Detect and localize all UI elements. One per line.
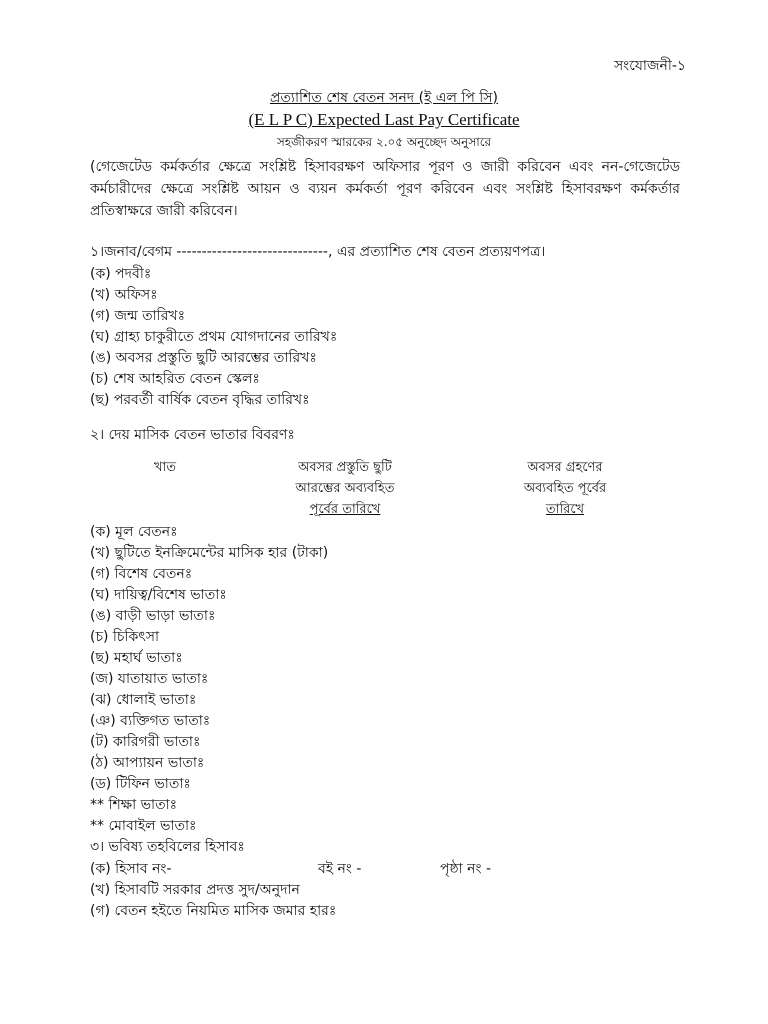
list-item: (খ) হিসাবটি সরকার প্রদত্ত সুদ/অনুদান bbox=[90, 882, 300, 898]
list-item: (ট) কারিগরী ভাতাঃ bbox=[90, 734, 201, 750]
list-item: (ড) টিফিন ভাতাঃ bbox=[90, 776, 191, 792]
list-item: ** শিক্ষা ভাতাঃ bbox=[90, 797, 178, 813]
list-item: (ঙ) অবসর প্রস্তুতি ছুটি আরম্ভের তারিখঃ bbox=[90, 350, 317, 366]
list-item: (ঘ) দায়িত্ব/বিশেষ ভাতাঃ bbox=[90, 587, 227, 603]
list-item: (ঙ) বাড়ী ভাড়া ভাতাঃ bbox=[90, 608, 216, 624]
list-item: (ঘ) গ্রাহ্য চাকুরীতে প্রথম যোগদানের তারিখঃ bbox=[90, 329, 338, 345]
book-number: বই নং - bbox=[318, 861, 362, 877]
list-item: (ঞ) ব্যক্তিগত ভাতাঃ bbox=[90, 713, 211, 729]
section3-heading: ৩। ভবিষ্য তহবিলের হিসাবঃ bbox=[90, 839, 245, 855]
list-item: (ঝ) ধোলাই ভাতাঃ bbox=[90, 692, 197, 708]
list-item: (গ) বিশেষ বেতনঃ bbox=[90, 566, 193, 582]
subtitle: সহজীকরণ স্মারকের ২.০৫ অনুচ্ছেদ অনুসারে bbox=[276, 135, 492, 149]
list-item: (ক) পদবীঃ bbox=[90, 266, 152, 282]
list-item: (গ) জন্ম তারিখঃ bbox=[90, 308, 186, 324]
list-item: (চ) শেষ আহরিত বেতন স্কেলঃ bbox=[90, 371, 260, 387]
account-number: (ক) হিসাব নং- bbox=[90, 861, 172, 877]
title-bengali: প্রত্যাশিত শেষ বেতন সনদ (ই এল পি সি) bbox=[269, 90, 499, 106]
list-item: (চ) চিকিৎসা bbox=[90, 629, 160, 645]
column-header-retirement-line2: অব্যবহিত পূর্বের bbox=[523, 481, 607, 496]
list-item: (ঠ) আপ্যায়ন ভাতাঃ bbox=[90, 755, 205, 771]
list-item: (গ) বেতন হইতে নিয়মিত মাসিক জমার হারঃ bbox=[90, 903, 337, 919]
section2-heading: ২। দেয় মাসিক বেতন ভাতার বিবরণঃ bbox=[90, 427, 295, 443]
column-header-prl-line1: অবসর প্রস্তুতি ছুটি bbox=[298, 460, 392, 475]
intro-paragraph: (গেজেটেড কর্মকর্তার ক্ষেত্রে সংশ্লিষ্ট হিসাবরক্ষণ অফিসার পূরণ ও জারী করিবেন এবং নন-গেজেটেড কর্মচারীদের ক্ষেত্রে সংশ্লিষ্ট আয়ন ও ব্যয়ন কর্মকর্তা পূরণ করিবেন এবং সংশ্লিষ্ট হিসাবরক্ষণ কর্মকর্তার প্রতিস্বাক্ষরে জারী করিবেন। bbox=[90, 159, 680, 219]
list-item: (জ) যাতায়াত ভাতাঃ bbox=[90, 671, 209, 687]
section1-heading: ১।জনাব/বেগম ------------------------------, এর প্রত্যাশিত শেষ বেতন প্রত্যয়ণপত্র। bbox=[90, 244, 546, 260]
annex-label: সংযোজনী-১ bbox=[613, 58, 686, 74]
list-item: (ক) মূল বেতনঃ bbox=[90, 524, 178, 540]
list-item: (ছ) মহার্ঘ ভাতাঃ bbox=[90, 650, 183, 666]
page-number: পৃষ্ঠা নং - bbox=[440, 861, 492, 877]
column-header-item: খাত bbox=[153, 460, 177, 475]
column-header-retirement-line3: তারিখে bbox=[545, 502, 585, 517]
column-header-retirement-line1: অবসর গ্রহণের bbox=[527, 460, 603, 475]
list-item: (ছ) পরবর্তী বার্ষিক বেতন বৃদ্ধির তারিখঃ bbox=[90, 392, 310, 408]
list-item: (খ) অফিসঃ bbox=[90, 287, 158, 303]
title-english: (E L P C) Expected Last Pay Certificate bbox=[248, 110, 520, 129]
list-item: (খ) ছুটিতে ইনক্রিমেন্টের মাসিক হার (টাকা) bbox=[90, 545, 329, 561]
list-item: ** মোবাইল ভাতাঃ bbox=[90, 818, 197, 834]
column-header-prl-line3: পূর্বের তারিখে bbox=[309, 502, 381, 517]
column-header-prl-line2: আরম্ভের অব্যবহিত bbox=[295, 481, 395, 496]
